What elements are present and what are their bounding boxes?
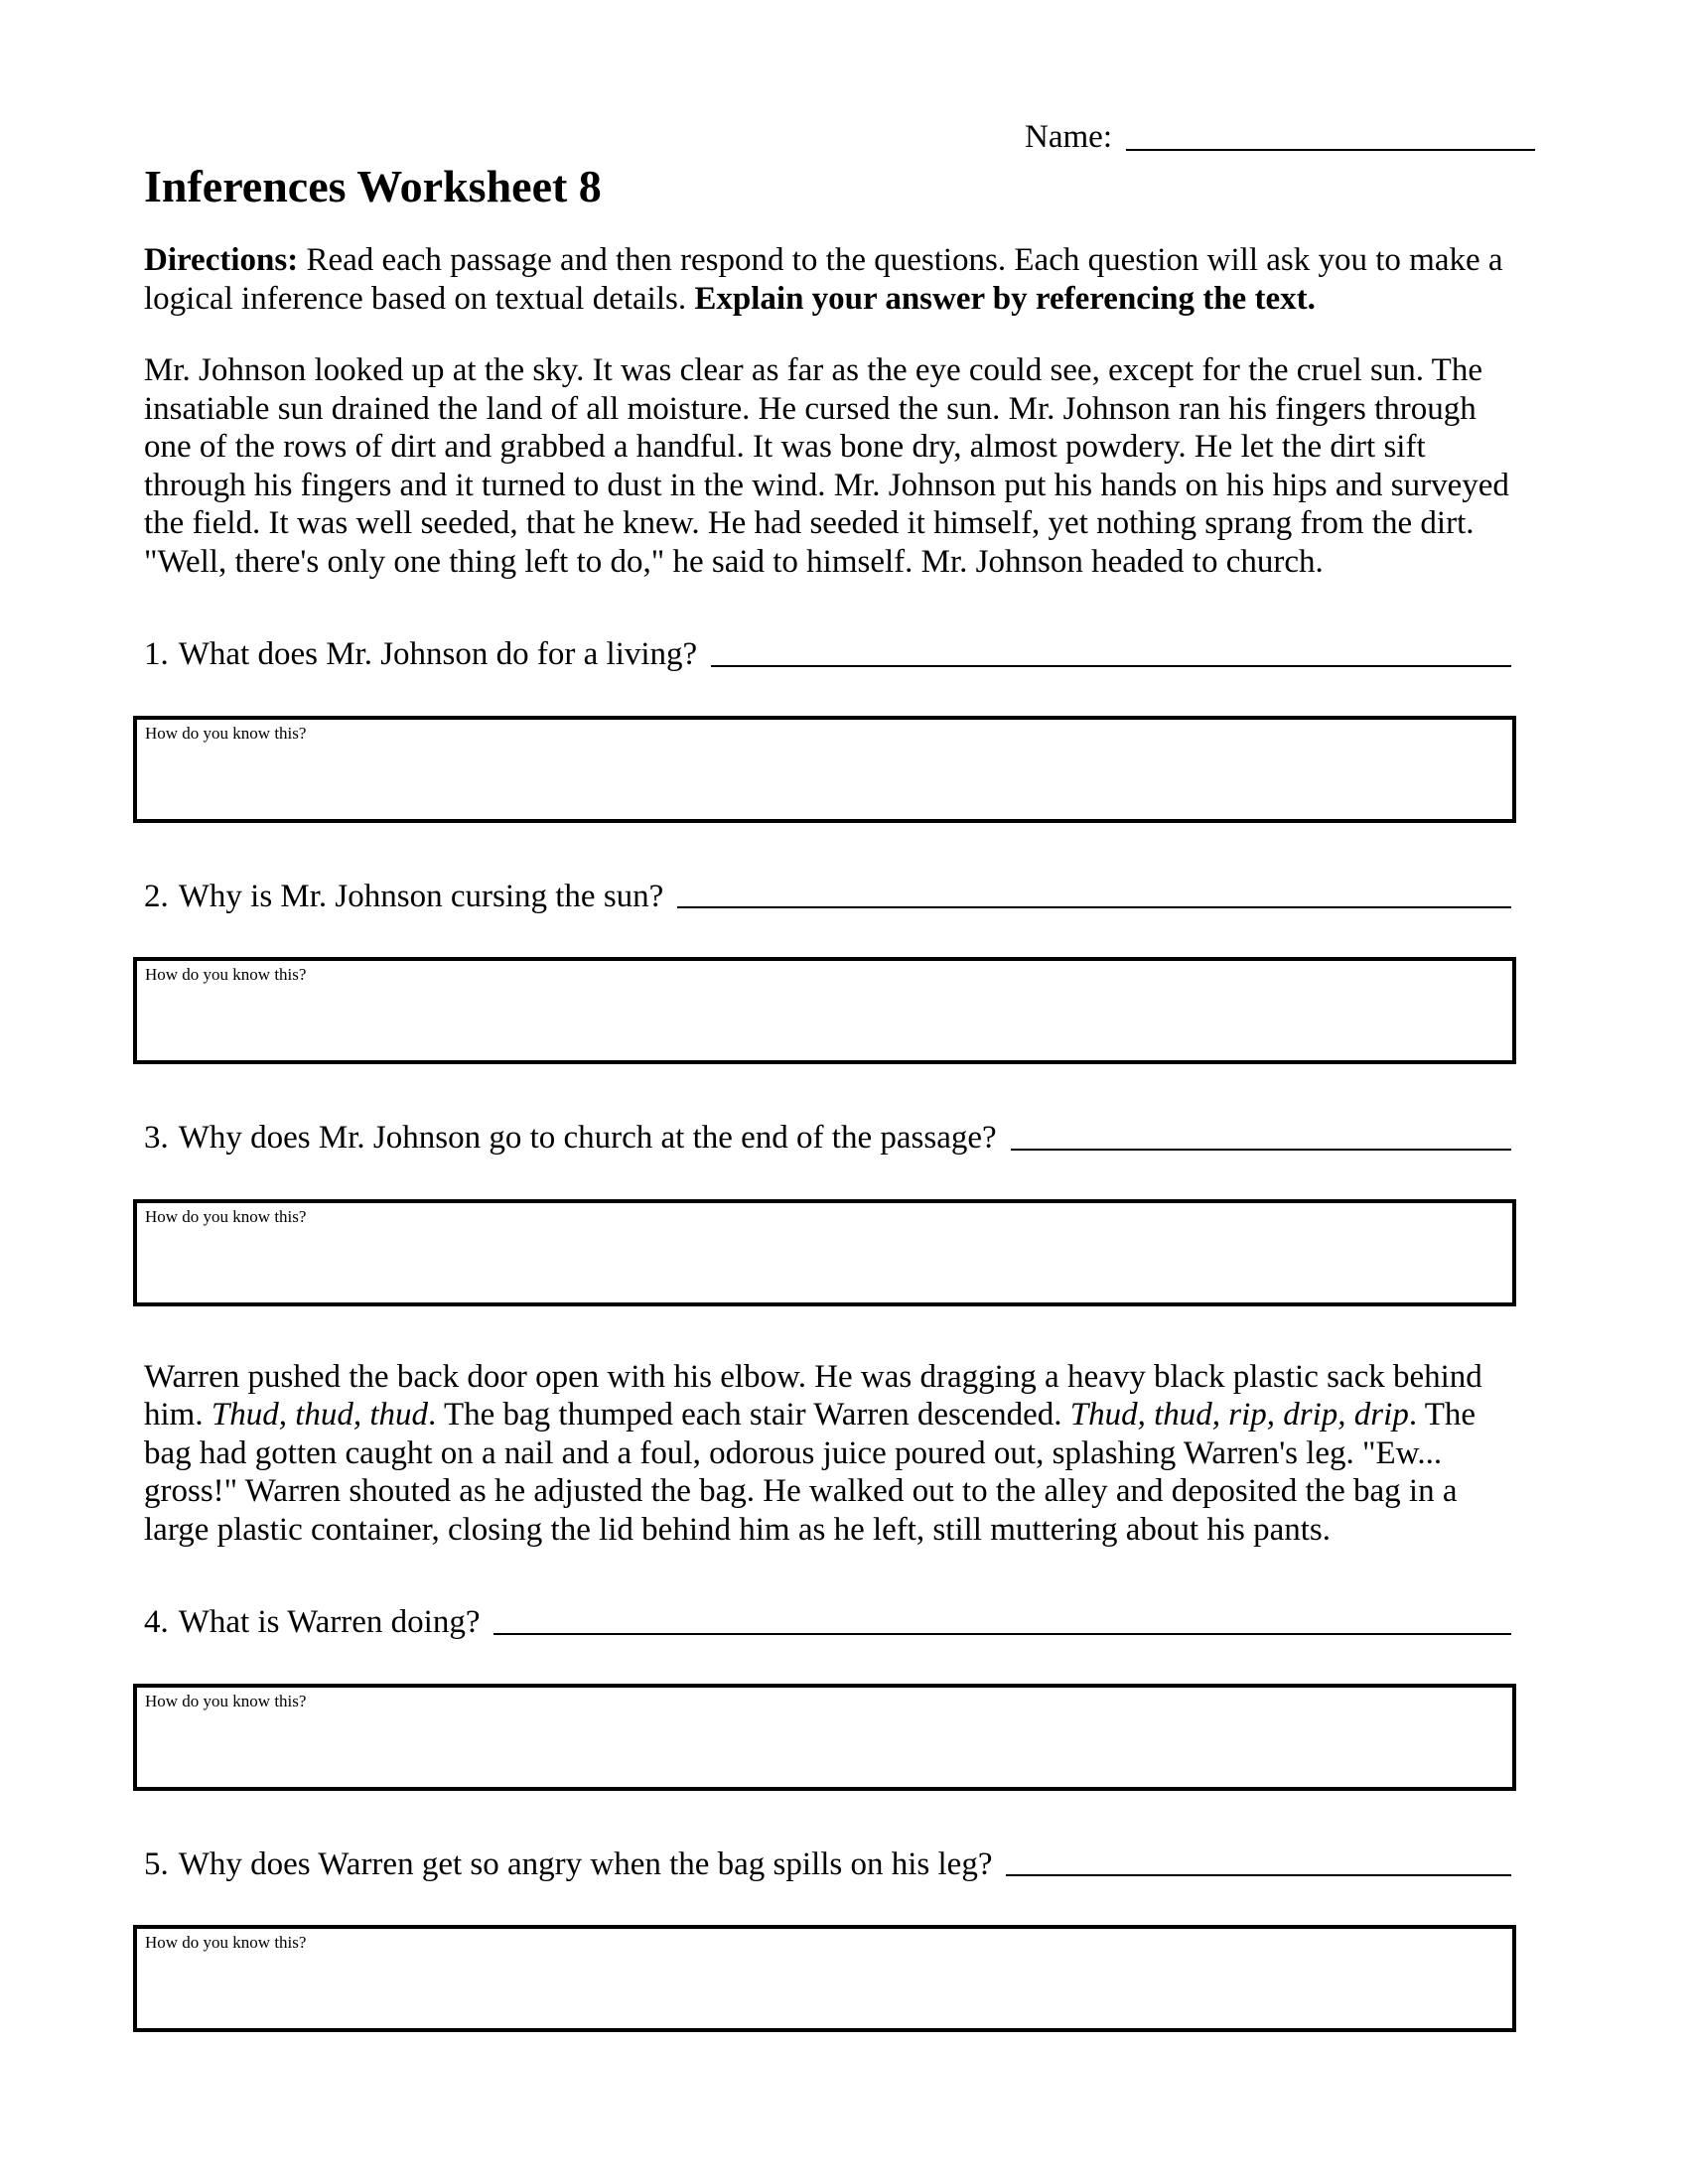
name-blank-line[interactable] [1126,121,1535,151]
directions-emphasis: Explain your answer by referencing the text. [694,280,1316,317]
question-4 [144,1603,1511,1642]
question-2 [144,878,1511,916]
question-4-text: What is Warren doing? [178,1604,481,1640]
question-1-text: What does Mr. Johnson do for a living? [178,636,698,672]
question-1-number: 1. [144,636,169,672]
answer-box-2[interactable] [133,957,1516,1064]
answer-box-3-label: How do you know this? [145,1206,307,1226]
question-4-answer-line[interactable] [493,1603,1511,1635]
question-5-number: 5. [144,1845,169,1882]
question-2-text: Why is Mr. Johnson cursing the sun? [178,878,664,914]
page-title: Inferences Worksheet 8 [144,161,602,211]
answer-box-4[interactable] [133,1684,1516,1791]
answer-box-2-label: How do you know this? [145,965,307,984]
question-3-answer-line[interactable] [1011,1119,1511,1151]
question-5-text: Why does Warren get so angry when the bag spills on his leg? [178,1845,993,1882]
question-5-answer-line[interactable] [1006,1845,1511,1877]
answer-box-5-label: How do you know this? [145,1933,307,1952]
question-1 [144,635,1511,674]
passage-1: Mr. Johnson looked up at the sky. It was clear as far as the eye could see, except for the cruel sun. The insatiable sun drained the land of all moisture. He cursed the sun. Mr. Johnson ran his fingers through one of the rows of dirt and grabbed a handful. It was bone dry, almost powdery. He let the dirt sift through his fingers and it turned to dust in the wind. Mr. Johnson put his hands on his hips and surveyed the field. It was well seeded, that he knew. He had seeded it himself, yet nothing sprang from the dirt. "Well, there's only one thing left to do," he said to himself. Mr. Johnson headed to church. [144,352,1509,580]
directions [144,241,1511,318]
answer-box-3[interactable] [133,1199,1516,1306]
question-3-number: 3. [144,1120,169,1156]
question-2-number: 2. [144,878,169,914]
passage-2: Warren pushed the back door open with his elbow. He was dragging a heavy black plastic sack behind him. Thud, thud, thud. The bag thumped each stair Warren descended. Thud, thud, rip, drip, drip. The bag had gotten caught on a nail and a foul, odorous juice poured out, splashing Warren's leg. "Ew... gross!" Warren shouted as he adjusted the bag. He walked out to the alley and deposited the bag in a large plastic container, closing the lid behind him as he left, still muttering about his pants. [144,1358,1482,1548]
directions-text: Read each passage and then respond to the questions. Each question will ask you to make a logical inference based on textual details. [144,242,1503,317]
directions-label: Directions: [144,242,299,278]
question-2-answer-line[interactable] [677,878,1511,909]
answer-box-1[interactable] [133,716,1516,823]
question-4-number: 4. [144,1604,169,1640]
question-3-text: Why does Mr. Johnson go to church at the end of the passage? [178,1120,997,1156]
answer-box-4-label: How do you know this? [145,1691,307,1710]
name-row [144,121,1535,154]
answer-box-1-label: How do you know this? [145,723,307,743]
answer-box-5[interactable] [133,1925,1516,2032]
name-label: Name: [1025,119,1112,155]
question-1-answer-line[interactable] [711,635,1511,667]
question-5 [144,1845,1511,1884]
question-3 [144,1119,1511,1158]
